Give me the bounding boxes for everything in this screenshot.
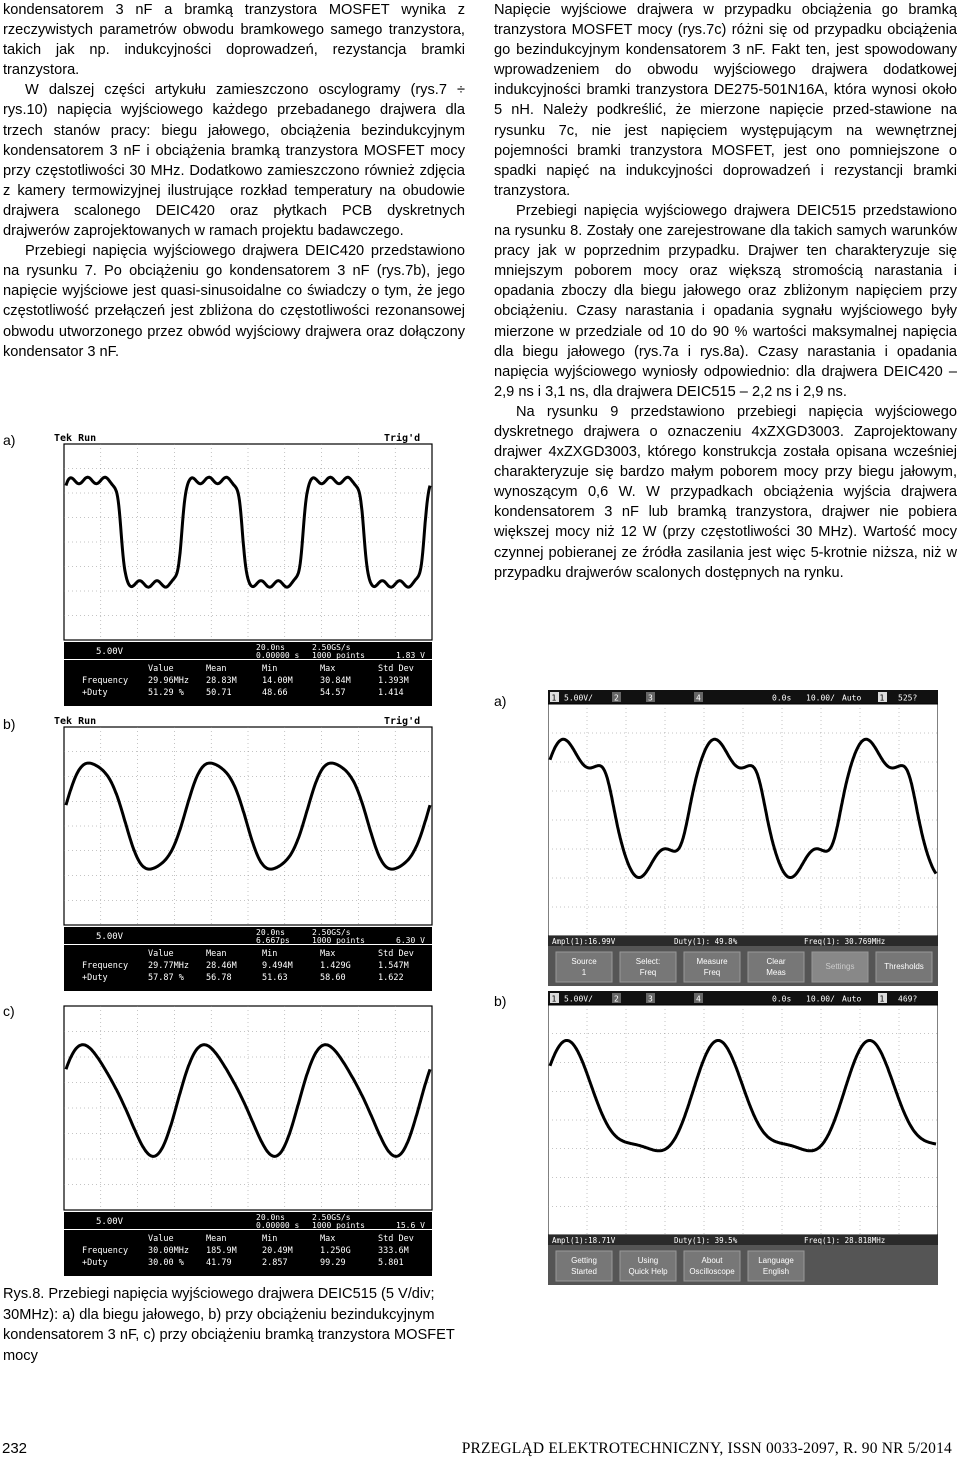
tek-scope-a [44, 430, 440, 708]
softkey-label: Clear [766, 957, 786, 966]
meas-header-max: Max [320, 1234, 336, 1244]
figure-label-c-left: c) [3, 1003, 15, 1019]
meas-cell: 56.78 [206, 973, 232, 983]
softkey-select[interactable] [620, 952, 676, 982]
meas-cell: 14.00M [262, 676, 293, 686]
top-ch1-scale: 5.00V/ [564, 994, 593, 1004]
meas-cell: 2.857 [262, 1258, 288, 1268]
figure-caption-text: Rys.8. Przebiegi napięcia wyjściowego drajwera DEIC515 (5 V/div; 30MHz): a) dla biegu jałowego, b) przy obciążeniu bezindukcyjnym kondensatorem 3 nF, c) przy obciążeniu bramką tranzystora MOSFET mocy [3, 1286, 455, 1364]
right-paragraph-3: Na rysunku 9 przedstawiono przebiegi napięcia wyjściowego dyskretnego drajwera o oznaczeniu 4xZXGD3003. Zaprojektowany drajwer 4xZXGD3003, którego konstrukcja została opisana wcześniej charakteryzuje się bardzo małym poborem mocy przy biegu jałowym, wynoszącym 0,6 W. W przypadkach obciążenia wyjścia drajwera kondensatorem 3 nF lub bramką tranzystora, drajwer nie pobiera większej mocy niż 12 W (przy częstotliwości 30 MHz). Wartość mocy czynnej pobieranej ze źródła zasilania jest więc 5-krotnie niższa, niż w przypadku drajwerów scalonych dostępnych na rynku. [494, 403, 957, 581]
softkey-value: Started [571, 1267, 597, 1276]
tek-scope-c [44, 1000, 440, 1278]
softkey-value: Oscilloscope [689, 1267, 735, 1276]
softkey-getting-started[interactable] [556, 1251, 612, 1281]
softkey-value: Freq [703, 968, 721, 977]
top-ch1-scale: 5.00V/ [564, 693, 593, 703]
delay: 0.00000 s [256, 651, 300, 660]
meas-header-value: Value [148, 949, 174, 959]
meas-cell: 30.84M [320, 676, 351, 686]
top-trigger-mode: Auto [842, 994, 862, 1004]
record-points: 1000 points [312, 651, 365, 660]
softkey-label: Measure [696, 957, 728, 966]
meas-header-max: Max [320, 664, 336, 674]
meas-cell: 9.494M [262, 961, 293, 971]
meas-header-stddev: Std Dev [378, 949, 414, 959]
timebase: 20.0ns [256, 643, 285, 652]
top-time-offset: 0.0s [772, 994, 792, 1004]
meas-header-max: Max [320, 949, 336, 959]
record-points: 1000 points [312, 936, 365, 945]
top-ch3: 3 [648, 693, 653, 703]
softkey-value: Freq [639, 968, 657, 977]
softkey-language[interactable] [748, 1251, 804, 1281]
meas-row-label: +Duty [82, 973, 108, 983]
softkey-about[interactable] [684, 1251, 740, 1281]
meas-cell: 5.801 [378, 1258, 404, 1268]
tek-scope-b [44, 713, 440, 993]
journal-footer: PRZEGLĄD ELEKTROTECHNICZNY, ISSN 0033-2097, R. 90 NR 5/2014 [461, 1440, 952, 1457]
top-trigger-source: 1 [879, 994, 885, 1004]
ch1-scale: 5.00V [96, 1217, 124, 1227]
meas-cell: 20.49M [262, 1246, 293, 1256]
meas-row-label: Frequency [82, 961, 129, 971]
softkey-settings[interactable] [812, 952, 868, 982]
softkey-source[interactable] [556, 952, 612, 982]
left-paragraph-1: kondensatorem 3 nF a bramką tranzystora MOSFET wynika z rzeczywistych parametrów obwodu bramkowego samego tranzystora, takich jak np. indukcyjności doprowadzeń, rezystancja bramki tranzystora. [3, 2, 465, 79]
figure-label-b-left: b) [3, 716, 16, 732]
softkey-label: Getting [571, 1256, 597, 1265]
top-trigger-level: 525? [898, 693, 918, 703]
tek-status-right: Trig'd [384, 716, 421, 727]
meas-cell: 29.77MHz [148, 961, 189, 971]
softkey-label: Thresholds [884, 962, 924, 971]
meas-row-label: +Duty [82, 1258, 108, 1268]
timebase: 20.0ns [256, 1213, 285, 1222]
timebase: 20.0ns [256, 928, 285, 937]
top-ch3: 3 [648, 994, 653, 1004]
meas-cell: 99.29 [320, 1258, 346, 1268]
sample-rate: 2.50GS/s [312, 643, 351, 652]
softkey-value: 1 [581, 968, 587, 977]
tek-status-left: Tek Run [54, 716, 97, 727]
top-trigger-level: 469? [898, 994, 918, 1004]
meas-header-min: Min [262, 949, 278, 959]
meas-cell: 30.00 % [148, 1258, 184, 1268]
meas-amplitude: Ampl(1):18.71V [552, 1236, 616, 1245]
ch1-scale: 5.00V [96, 932, 124, 942]
top-trigger-source: 1 [879, 693, 885, 703]
meas-cell: 29.96MHz [148, 676, 189, 686]
meas-row-label: Frequency [82, 676, 129, 686]
softkey-label: About [701, 1256, 723, 1265]
top-ch2: 2 [614, 693, 619, 703]
left-paragraph-3: Przebiegi napięcia wyjściowego drajwera DEIC420 przedstawiono na rysunku 7. Po obciążeniu go kondensatorem 3 nF (rys.7b), jego napięcie wyjściowe jest quasi-sinusoidalne co świadczy o tym, że jego częstotliwość przełączeń jest zbliżona do częstotliwości rezonansowej obwodu utworzonego przez obwód wyjściowy drajwera oraz dołączony kondensator 3 nF. [3, 243, 465, 360]
meas-header-mean: Mean [206, 1234, 227, 1244]
trigger-level: 1.83 V [396, 651, 425, 660]
right-paragraph-1: Napięcie wyjściowe drajwera w przypadku obciążenia go bramką tranzystora MOSFET mocy (rys.7c) różni się od przypadku obciążenia go bezindukcyjnym kondensatorem 3 nF. Fakt ten, jest spowodowany wprowadzeniem do obwodu wyjściowego drajwera dodatkowej indukcyjności bramki tranzystora DE275-501N16A, która wynosi około 5 nH. Należy podkreślić, że mierzone napięcie przed-stawione na rysunku 7c, nie jest napięciem występującym na wewnętrznej pojemności bramki tranzystora MOSFET, jest ono pomniejszone o spadki napięć na indukcyjności doprowadzeń i rezystancji bramki tranzystora. [494, 2, 957, 199]
meas-header-min: Min [262, 664, 278, 674]
figure-label-a-right: a) [494, 693, 507, 709]
top-ch1-num: 1 [551, 693, 557, 703]
ch1-scale: 5.00V [96, 647, 124, 657]
softkey-label: Using [637, 1256, 659, 1265]
top-ch4: 4 [696, 994, 701, 1004]
meas-cell: 51.29 % [148, 688, 184, 698]
meas-header-stddev: Std Dev [378, 1234, 414, 1244]
page-number: 232 [2, 1440, 28, 1457]
top-ch4: 4 [696, 693, 701, 703]
softkey-value: English [762, 1267, 790, 1276]
agilent-scope-a [548, 690, 938, 986]
softkey-thresholds[interactable] [876, 952, 932, 982]
softkey-value: Quick Help [628, 1267, 668, 1276]
softkey-measure[interactable] [684, 952, 740, 982]
meas-cell: 28.46M [206, 961, 237, 971]
meas-frequency: Freq(1): 28.818MHz [804, 1236, 886, 1245]
delay: 0.00000 s [256, 1221, 300, 1230]
meas-cell: 54.57 [320, 688, 346, 698]
meas-cell: 1.429G [320, 961, 351, 971]
softkey-clear[interactable] [748, 952, 804, 982]
sample-rate: 2.50GS/s [312, 928, 351, 937]
meas-header-min: Min [262, 1234, 278, 1244]
softkey-label: Settings [825, 962, 855, 971]
top-ch2: 2 [614, 994, 619, 1004]
meas-duty: Duty(1): 49.8% [674, 937, 738, 946]
meas-cell: 1.547M [378, 961, 409, 971]
trigger-level: 6.30 V [396, 936, 425, 945]
trigger-level: 15.6 V [396, 1221, 425, 1230]
figure-caption [3, 1284, 467, 1366]
softkey-value: Meas [766, 968, 786, 977]
meas-amplitude: Ampl(1):16.99V [552, 937, 616, 946]
tek-status-right: Trig'd [384, 433, 421, 444]
agilent-scope-b [548, 991, 938, 1285]
figure-label-a-left: a) [3, 432, 16, 448]
meas-cell: 30.00MHz [148, 1246, 189, 1256]
meas-header-mean: Mean [206, 949, 227, 959]
right-column [494, 0, 957, 583]
meas-cell: 1.250G [320, 1246, 351, 1256]
softkey-label: Source [571, 957, 597, 966]
delay: 6.667ps [256, 936, 290, 945]
softkey-label: Select: [635, 957, 661, 966]
meas-cell: 1.622 [378, 973, 404, 983]
record-points: 1000 points [312, 1221, 365, 1230]
meas-header-value: Value [148, 1234, 174, 1244]
meas-cell: 50.71 [206, 688, 232, 698]
top-time-offset: 0.0s [772, 693, 792, 703]
meas-header-mean: Mean [206, 664, 227, 674]
meas-duty: Duty(1): 39.5% [674, 1236, 738, 1245]
meas-row-label: +Duty [82, 688, 108, 698]
meas-header-stddev: Std Dev [378, 664, 414, 674]
meas-cell: 185.9M [206, 1246, 237, 1256]
top-ch1-num: 1 [551, 994, 557, 1004]
right-paragraph-2: Przebiegi napięcia wyjściowego drajwera DEIC515 przedstawiono na rysunku 8. Zostały one zarejestrowane dla takich samych warunków pracy jak w poprzednim przypadku. Drajwer ten charakteryzuje się mniejszym poborem mocy oraz większą stromością narastania i opadania zboczy dla biegu jałowego oraz zbliżonym napięciem przy obciążeniu. Czasy narastania i opadania sygnału wyjściowego były mierzone w przedziale od 10 do 90 % wartości maksymalnej napięcia dla biegu jałowego (rys.7a i rys.8a). Czasy narastania i opadania napięcia wyjściowego wyniosły odpowiednio: dla drajwera DEIC420 – 2,9 ns i 3,1 ns, dla drajwera DEIC515 – 2,2 ns i 2,9 ns. [494, 202, 957, 400]
meas-cell: 58.60 [320, 973, 346, 983]
meas-cell: 41.79 [206, 1258, 232, 1268]
figure-label-b-right: b) [494, 993, 507, 1009]
left-paragraph-2: W dalszej części artykułu zamieszczono oscylogramy (rys.7 ÷ rys.10) napięcia wyjściowego każdego przebadanego drajwera dla trzech stanów pracy: biegu jałowego, obciążenia bezindukcyjnym kondensatorem 3 nF i obciążenia bramką tranzystora MOSFET mocy przy częstotliwości 30 MHz. Dodatkowo zamieszczono również zdjęcia z kamery termowizyjnej ilustrujące rozkład temperatury na obudowie drajwera scalonego DEIC420 oraz płytkach PCB dyskretnych drajwerów zaprojektowanych w ramach projektu badawczego. [3, 82, 465, 240]
softkey-quick-help[interactable] [620, 1251, 676, 1281]
meas-row-label: Frequency [82, 1246, 129, 1256]
top-timebase: 10.00/ [806, 994, 835, 1004]
meas-cell: 57.87 % [148, 973, 184, 983]
sample-rate: 2.50GS/s [312, 1213, 351, 1222]
meas-cell: 333.6M [378, 1246, 409, 1256]
meas-cell: 1.414 [378, 688, 404, 698]
meas-cell: 48.66 [262, 688, 288, 698]
softkey-label: Language [758, 1256, 794, 1265]
top-timebase: 10.00/ [806, 693, 835, 703]
meas-header-value: Value [148, 664, 174, 674]
tek-status-left: Tek Run [54, 433, 97, 444]
graticule-frame [548, 1005, 938, 1235]
meas-cell: 1.393M [378, 676, 409, 686]
left-column [3, 0, 465, 362]
top-trigger-mode: Auto [842, 693, 862, 703]
meas-frequency: Freq(1): 30.769MHz [804, 937, 886, 946]
meas-cell: 28.83M [206, 676, 237, 686]
meas-cell: 51.63 [262, 973, 288, 983]
